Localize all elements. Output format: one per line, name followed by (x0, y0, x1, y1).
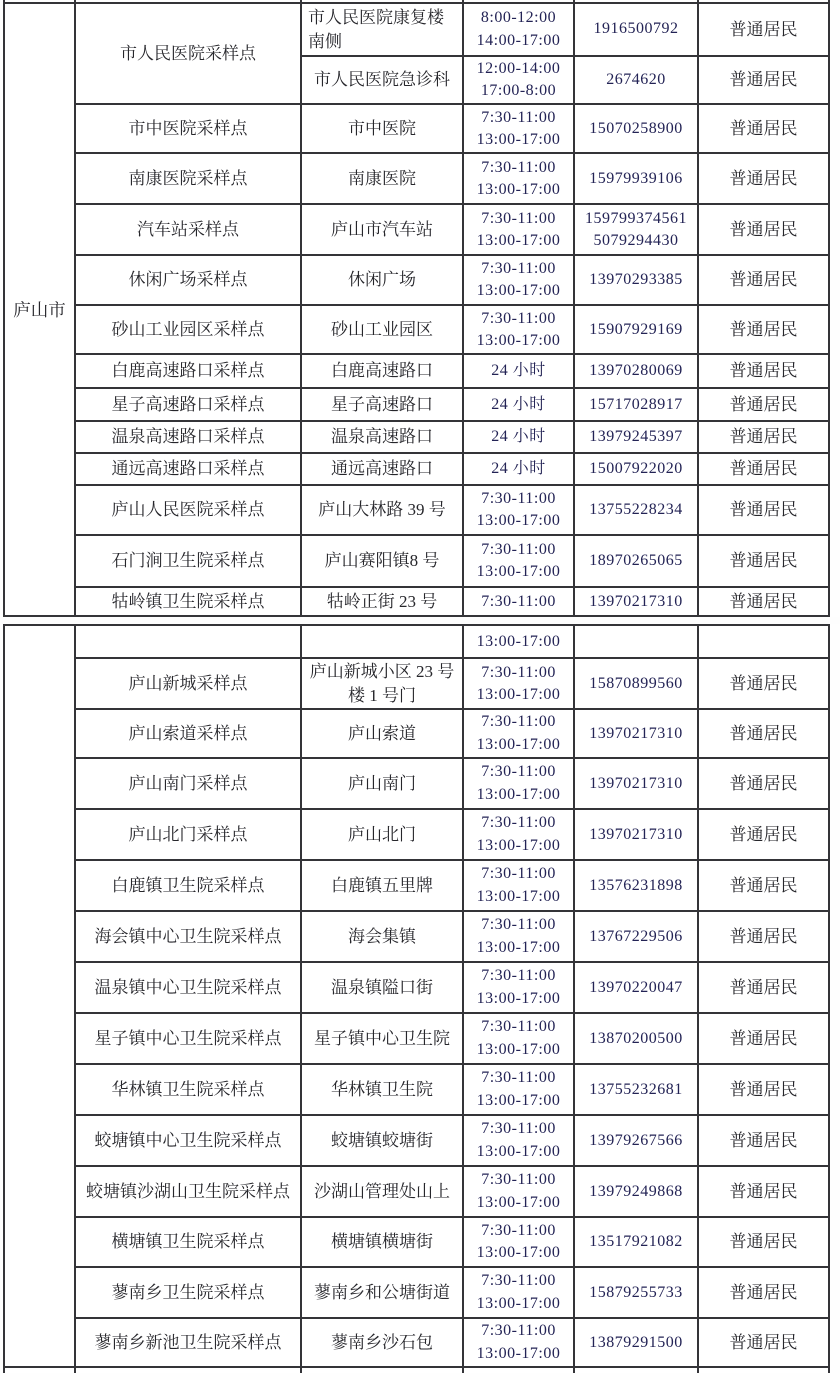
address-cell (301, 1166, 463, 1217)
resident-group-cell: 普通居民 (698, 809, 829, 860)
phone-line: 15007922020 (589, 460, 683, 478)
address-cell (301, 153, 463, 204)
time-line: 7:30-11:00 (481, 1018, 556, 1036)
table-row (4, 354, 829, 388)
address-line: 庐山大林路 39 号 (318, 500, 446, 520)
address-line: 楼 1 号门 (348, 685, 416, 705)
phone-line: 15717028917 (589, 395, 683, 413)
resident-group-cell: 普通居民 (698, 962, 829, 1013)
resident-group-cell: 普通居民 (698, 1318, 829, 1367)
site-name-cell: 汽车站采样点 (75, 204, 301, 255)
phone-cell (574, 1115, 698, 1166)
time-cell (463, 421, 574, 453)
resident-group-cell: 普通居民 (698, 1115, 829, 1166)
phone-line: 13970217310 (589, 592, 683, 610)
site-name-cell: 白鹿镇卫生院采样点 (75, 860, 301, 911)
address-cell (301, 709, 463, 758)
site-name-cell: 星子镇中心卫生院采样点 (75, 1013, 301, 1064)
time-line: 13:00-17:00 (476, 512, 561, 530)
phone-cell (574, 421, 698, 453)
time-line: 7:30-11:00 (481, 763, 556, 781)
address-cell (301, 421, 463, 453)
phone-cell (574, 56, 698, 104)
time-cell (463, 255, 574, 305)
address-cell (301, 255, 463, 305)
site-name-cell: 庐山人民医院采样点 (75, 485, 301, 535)
address-line: 南侧 (308, 31, 342, 51)
time-cell (463, 962, 574, 1013)
address-line: 砂山工业园区 (331, 319, 433, 339)
time-cell (463, 354, 574, 388)
address-cell (301, 204, 463, 255)
site-name-cell: 庐山北门采样点 (75, 809, 301, 860)
table-row (4, 453, 829, 485)
address-line: 温泉高速路口 (331, 427, 433, 447)
time-cell (463, 911, 574, 962)
time-line: 7:30-11:00 (481, 592, 556, 610)
address-cell (301, 388, 463, 421)
time-line: 13:00-17:00 (476, 563, 561, 581)
address-line: 蛟塘镇蛟塘街 (331, 1130, 433, 1150)
time-cell (463, 1064, 574, 1115)
resident-group-cell: 普通居民 (698, 388, 829, 421)
address-cell (301, 535, 463, 587)
table-row (4, 658, 829, 709)
time-line: 7:30-11:00 (481, 865, 556, 883)
time-cell (463, 1267, 574, 1318)
table-row (4, 204, 829, 255)
time-cell (463, 3, 574, 56)
address-cell (301, 1267, 463, 1318)
phone-cell (574, 658, 698, 709)
cropped-row-bottom (4, 1367, 829, 1373)
phone-cell (574, 388, 698, 421)
table-row (4, 3, 829, 56)
sampling-table-lower (3, 624, 830, 1373)
phone-line: 15907929169 (589, 320, 683, 338)
time-cell (463, 305, 574, 354)
resident-group-cell: 普通居民 (698, 587, 829, 616)
time-cell (463, 153, 574, 204)
time-line: 7:30-11:00 (481, 713, 556, 731)
address-cell (301, 485, 463, 535)
time-cell (463, 453, 574, 485)
phone-line: 13970217310 (589, 724, 683, 742)
phone-cell (574, 255, 698, 305)
site-name-cell: 庐山新城采样点 (75, 658, 301, 709)
address-line: 南康医院 (348, 168, 416, 188)
table-row (4, 535, 829, 587)
address-line: 蓼南乡和公塘街道 (314, 1282, 450, 1302)
site-name-cell (75, 625, 301, 658)
time-line: 7:30-11:00 (481, 1221, 556, 1239)
time-cell (463, 204, 574, 255)
resident-group-cell: 普通居民 (698, 1267, 829, 1318)
time-cell (463, 1217, 574, 1267)
phone-cell (574, 911, 698, 962)
phone-line: 13870200500 (589, 1029, 683, 1047)
phone-cell (574, 1318, 698, 1367)
time-line: 7:30-11:00 (481, 916, 556, 934)
cropped-cell (301, 1367, 463, 1373)
table-row (4, 1064, 829, 1115)
resident-group-cell (698, 625, 829, 658)
resident-group-cell: 普通居民 (698, 255, 829, 305)
phone-cell (574, 204, 698, 255)
address-line: 庐山新城小区 23 号 (309, 662, 455, 682)
table-row (4, 1115, 829, 1166)
site-name-cell: 横塘镇卫生院采样点 (75, 1217, 301, 1267)
address-cell (301, 658, 463, 709)
cropped-cell (463, 1367, 574, 1373)
time-cell (463, 758, 574, 809)
time-cell (463, 56, 574, 104)
address-line: 庐山赛阳镇8 号 (324, 551, 440, 571)
time-cell (463, 388, 574, 421)
resident-group-cell: 普通居民 (698, 453, 829, 485)
phone-line: 13979249868 (589, 1182, 683, 1200)
phone-line: 13970293385 (589, 271, 683, 289)
address-cell (301, 354, 463, 388)
time-line: 24 小时 (491, 362, 546, 380)
phone-cell (574, 962, 698, 1013)
phone-line: 1916500792 (593, 20, 679, 38)
resident-group-cell: 普通居民 (698, 104, 829, 153)
address-line: 温泉镇隘口街 (331, 977, 433, 997)
phone-cell (574, 153, 698, 204)
city-cell (4, 625, 75, 1367)
site-name-cell: 蛟塘镇中心卫生院采样点 (75, 1115, 301, 1166)
time-cell (463, 658, 574, 709)
phone-line: 13979245397 (589, 428, 683, 446)
time-cell (463, 625, 574, 658)
address-line: 休闲广场 (348, 270, 416, 290)
phone-cell (574, 587, 698, 616)
site-name-cell: 砂山工业园区采样点 (75, 305, 301, 354)
time-cell (463, 1013, 574, 1064)
address-line: 海会集镇 (348, 926, 416, 946)
address-line: 白鹿高速路口 (331, 361, 433, 381)
phone-line: 15870899560 (589, 674, 683, 692)
phone-line: 13767229506 (589, 927, 683, 945)
city-cell: 庐山市 (4, 3, 75, 616)
cropped-cell (4, 1367, 75, 1373)
time-cell (463, 809, 574, 860)
table-row (4, 104, 829, 153)
table-row (4, 255, 829, 305)
phone-cell (574, 1267, 698, 1318)
time-line: 7:30-11:00 (481, 260, 556, 278)
table-row (4, 421, 829, 453)
time-cell (463, 587, 574, 616)
resident-group-cell: 普通居民 (698, 354, 829, 388)
resident-group-cell: 普通居民 (698, 1013, 829, 1064)
time-line: 7:30-11:00 (481, 541, 556, 559)
table-row (4, 860, 829, 911)
resident-group-cell: 普通居民 (698, 709, 829, 758)
address-cell (301, 453, 463, 485)
time-cell (463, 1115, 574, 1166)
address-cell (301, 1013, 463, 1064)
phone-cell (574, 305, 698, 354)
time-line: 24 小时 (491, 460, 546, 478)
time-line: 24 小时 (491, 428, 546, 446)
time-line: 13:00-17:00 (476, 1294, 561, 1312)
time-line: 13:00-17:00 (476, 632, 561, 650)
phone-line: 13970217310 (589, 774, 683, 792)
phone-cell (574, 758, 698, 809)
time-line: 13:00-17:00 (476, 989, 561, 1007)
address-cell (301, 1217, 463, 1267)
time-line: 8:00-12:00 (480, 9, 557, 27)
address-cell (301, 1064, 463, 1115)
address-line: 市人民医院康复楼 (308, 8, 444, 28)
table-row (4, 1267, 829, 1318)
table-row (4, 1318, 829, 1367)
resident-group-cell: 普通居民 (698, 421, 829, 453)
site-name-cell: 蓼南乡卫生院采样点 (75, 1267, 301, 1318)
site-name-cell: 石门涧卫生院采样点 (75, 535, 301, 587)
phone-cell (574, 104, 698, 153)
address-cell (301, 305, 463, 354)
time-line: 7:30-11:00 (481, 108, 556, 126)
address-line: 庐山市汽车站 (331, 219, 433, 239)
phone-line: 13576231898 (589, 876, 683, 894)
site-name-cell: 白鹿高速路口采样点 (75, 354, 301, 388)
site-name-cell: 华林镇卫生院采样点 (75, 1064, 301, 1115)
table-row (4, 709, 829, 758)
time-cell (463, 535, 574, 587)
time-cell (463, 1318, 574, 1367)
phone-cell (574, 860, 698, 911)
address-cell (301, 809, 463, 860)
phone-cell (574, 809, 698, 860)
phone-cell (574, 354, 698, 388)
phone-line: 5079294430 (593, 231, 679, 249)
time-line: 7:30-11:00 (481, 663, 556, 681)
time-line: 13:00-17:00 (476, 231, 561, 249)
time-line: 13:00-17:00 (476, 1344, 561, 1362)
address-line: 牯岭正街 23 号 (326, 591, 438, 611)
time-cell (463, 104, 574, 153)
table-row (4, 625, 829, 658)
phone-line: 13879291500 (589, 1333, 683, 1351)
time-line: 13:00-17:00 (476, 282, 561, 300)
site-name-cell: 蛟塘镇沙湖山卫生院采样点 (75, 1166, 301, 1217)
site-name-cell: 通远高速路口采样点 (75, 453, 301, 485)
table-row (4, 305, 829, 354)
resident-group-cell: 普通居民 (698, 3, 829, 56)
resident-group-cell: 普通居民 (698, 305, 829, 354)
time-line: 7:30-11:00 (481, 1322, 556, 1340)
address-cell (301, 911, 463, 962)
resident-group-cell: 普通居民 (698, 1064, 829, 1115)
table-row (4, 809, 829, 860)
phone-line: 13517921082 (589, 1233, 683, 1251)
site-name-cell: 蓼南乡新池卫生院采样点 (75, 1318, 301, 1367)
time-cell (463, 709, 574, 758)
address-line: 市中医院 (348, 118, 416, 138)
site-name-cell: 牯岭镇卫生院采样点 (75, 587, 301, 616)
time-line: 7:30-11:00 (481, 1272, 556, 1290)
time-line: 13:00-17:00 (476, 938, 561, 956)
phone-cell (574, 1064, 698, 1115)
resident-group-cell: 普通居民 (698, 1166, 829, 1217)
time-line: 13:00-17:00 (476, 887, 561, 905)
phone-line: 13970280069 (589, 362, 683, 380)
address-line: 沙湖山管理处山上 (314, 1181, 450, 1201)
address-cell (301, 3, 463, 56)
phone-cell (574, 625, 698, 658)
cropped-cell (574, 1367, 698, 1373)
phone-cell (574, 535, 698, 587)
time-line: 7:30-11:00 (481, 309, 556, 327)
site-name-cell: 市中医院采样点 (75, 104, 301, 153)
phone-line: 13755232681 (589, 1080, 683, 1098)
resident-group-cell: 普通居民 (698, 911, 829, 962)
phone-line: 13970217310 (589, 825, 683, 843)
address-line: 星子高速路口 (331, 394, 433, 414)
phone-cell (574, 453, 698, 485)
time-line: 13:00-17:00 (476, 785, 561, 803)
table-row (4, 587, 829, 616)
time-line: 13:00-17:00 (476, 1142, 561, 1160)
time-line: 13:00-17:00 (476, 1193, 561, 1211)
site-name-cell: 温泉镇中心卫生院采样点 (75, 962, 301, 1013)
time-line: 7:30-11:00 (481, 1171, 556, 1189)
table-row (4, 153, 829, 204)
table-gap (0, 617, 840, 624)
time-line: 13:00-17:00 (476, 1244, 561, 1262)
table-row (4, 388, 829, 421)
resident-group-cell: 普通居民 (698, 535, 829, 587)
site-name-cell: 南康医院采样点 (75, 153, 301, 204)
table-row (4, 962, 829, 1013)
site-name-cell: 庐山索道采样点 (75, 709, 301, 758)
table-row (4, 758, 829, 809)
address-cell (301, 587, 463, 616)
address-line: 华林镇卫生院 (331, 1079, 433, 1099)
address-cell (301, 56, 463, 104)
address-cell (301, 758, 463, 809)
time-cell (463, 1166, 574, 1217)
time-line: 7:30-11:00 (481, 490, 556, 508)
table-row (4, 485, 829, 535)
time-line: 13:00-17:00 (476, 685, 561, 703)
phone-line: 13755228234 (589, 501, 683, 519)
phone-cell (574, 485, 698, 535)
time-line: 24 小时 (491, 395, 546, 413)
address-line: 庐山索道 (348, 723, 416, 743)
cropped-cell (75, 1367, 301, 1373)
phone-line: 15879255733 (589, 1283, 683, 1301)
time-line: 17:00-8:00 (480, 82, 557, 100)
phone-cell (574, 1217, 698, 1267)
address-line: 庐山北门 (348, 824, 416, 844)
table-row (4, 1013, 829, 1064)
time-line: 7:30-11:00 (481, 158, 556, 176)
time-line: 12:00-14:00 (476, 60, 561, 77)
phone-line: 159799374561 (585, 209, 687, 227)
address-cell (301, 1115, 463, 1166)
address-line: 白鹿镇五里牌 (331, 875, 433, 895)
time-line: 13:00-17:00 (476, 1040, 561, 1058)
address-cell (301, 962, 463, 1013)
phone-line: 15070258900 (589, 119, 683, 137)
table-row (4, 1166, 829, 1217)
address-cell (301, 625, 463, 658)
phone-cell (574, 1013, 698, 1064)
table-row (4, 1217, 829, 1267)
site-name-cell: 庐山南门采样点 (75, 758, 301, 809)
phone-line: 15979939106 (589, 169, 683, 187)
resident-group-cell: 普通居民 (698, 56, 829, 104)
time-line: 7:30-11:00 (481, 814, 556, 832)
time-line: 13:00-17:00 (476, 1091, 561, 1109)
table-row (4, 911, 829, 962)
site-name-cell: 市人民医院采样点 (75, 3, 301, 104)
address-cell (301, 860, 463, 911)
phone-line: 13979267566 (589, 1131, 683, 1149)
phone-cell (574, 3, 698, 56)
time-line: 7:30-11:00 (481, 1069, 556, 1087)
address-line: 通远高速路口 (331, 459, 433, 479)
time-line: 13:00-17:00 (476, 836, 561, 854)
cropped-cell (698, 1367, 829, 1373)
time-line: 13:00-17:00 (476, 331, 561, 349)
resident-group-cell: 普通居民 (698, 758, 829, 809)
resident-group-cell: 普通居民 (698, 204, 829, 255)
resident-group-cell: 普通居民 (698, 860, 829, 911)
phone-line: 2674620 (606, 71, 666, 89)
site-name-cell: 休闲广场采样点 (75, 255, 301, 305)
address-line: 庐山南门 (348, 773, 416, 793)
resident-group-cell: 普通居民 (698, 658, 829, 709)
time-cell (463, 860, 574, 911)
time-line: 13:00-17:00 (476, 130, 561, 148)
sampling-table-upper (3, 0, 830, 617)
time-cell (463, 485, 574, 535)
phone-line: 18970265065 (589, 552, 683, 570)
phone-line: 13970220047 (589, 978, 683, 996)
address-cell (301, 104, 463, 153)
site-name-cell: 星子高速路口采样点 (75, 388, 301, 421)
address-line: 星子镇中心卫生院 (314, 1028, 450, 1048)
time-line: 7:30-11:00 (481, 209, 556, 227)
time-line: 13:00-17:00 (476, 735, 561, 753)
resident-group-cell: 普通居民 (698, 1217, 829, 1267)
time-line: 7:30-11:00 (481, 967, 556, 985)
site-name-cell: 温泉高速路口采样点 (75, 421, 301, 453)
address-line: 蓼南乡沙石包 (331, 1332, 433, 1352)
time-line: 13:00-17:00 (476, 180, 561, 198)
site-name-cell: 海会镇中心卫生院采样点 (75, 911, 301, 962)
time-line: 14:00-17:00 (476, 31, 561, 49)
phone-cell (574, 709, 698, 758)
phone-cell (574, 1166, 698, 1217)
resident-group-cell: 普通居民 (698, 485, 829, 535)
time-line: 7:30-11:00 (481, 1120, 556, 1138)
address-line: 市人民医院急诊科 (314, 70, 450, 90)
resident-group-cell: 普通居民 (698, 153, 829, 204)
address-cell (301, 1318, 463, 1367)
address-line: 横塘镇横塘街 (331, 1232, 433, 1252)
